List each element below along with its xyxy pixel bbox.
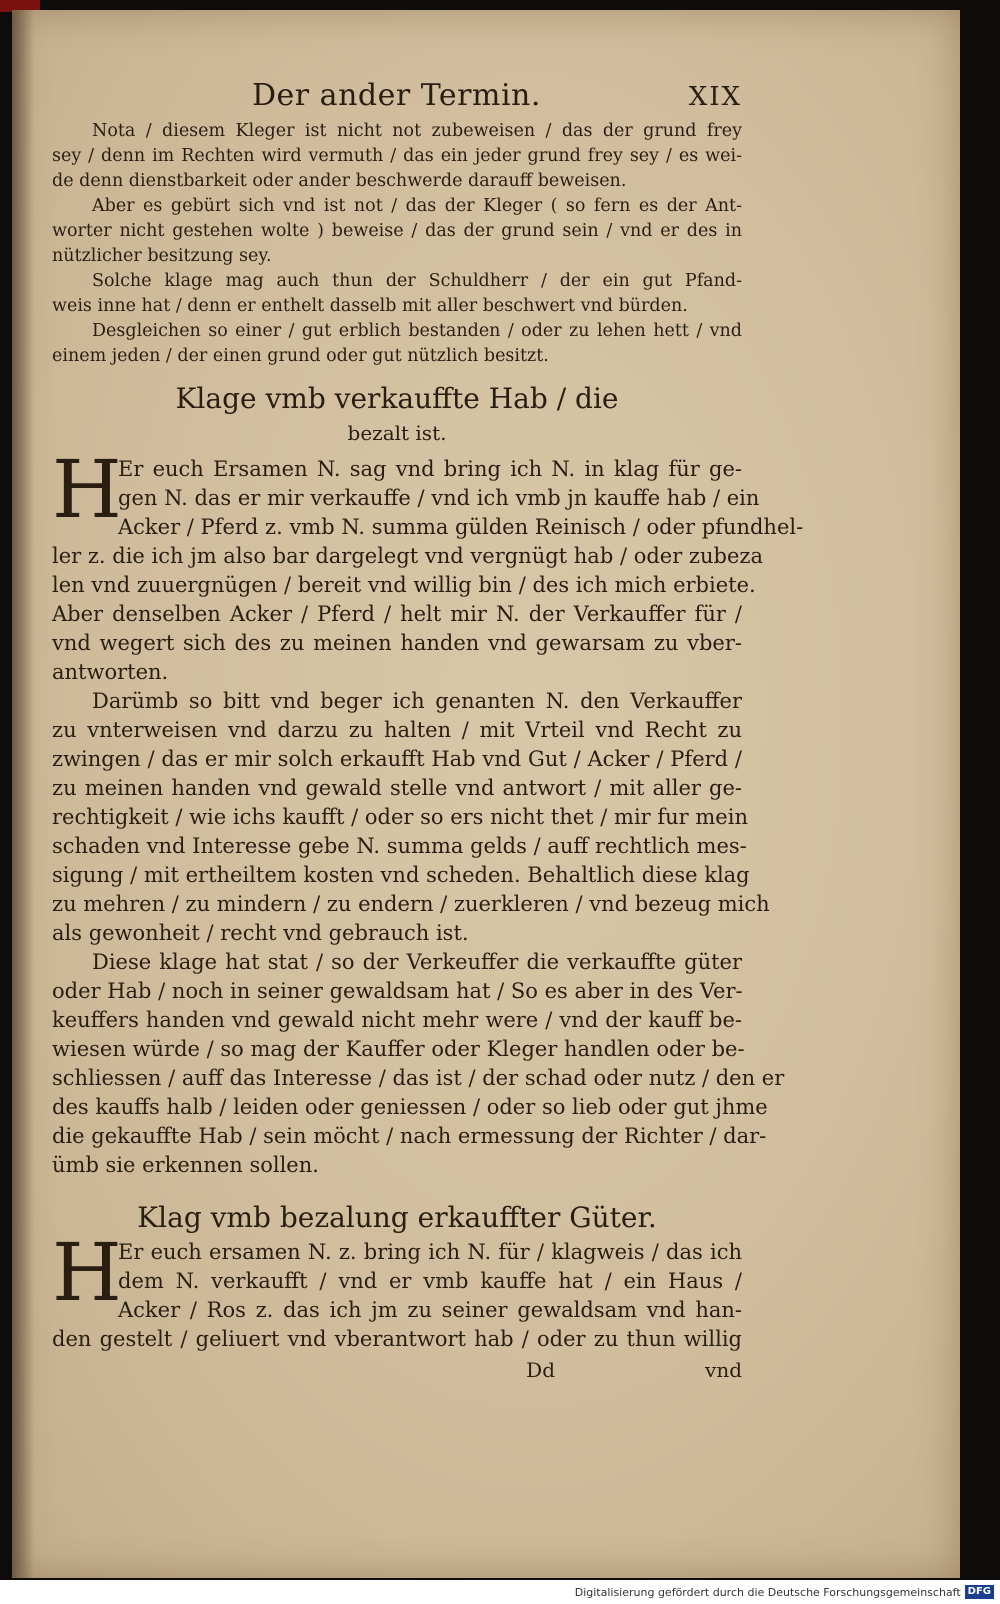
text-line: gen N. das er mir verkauffe / vnd ich vmb jn kauffe hab / ein bbox=[118, 486, 760, 510]
spacer bbox=[52, 1180, 742, 1188]
section-2-body bbox=[52, 1226, 742, 1354]
text-line: schliessen / auff das Interesse / das ist / der schad oder nutz / den er bbox=[52, 1066, 785, 1090]
section-heading-2: Klag vmb bezalung erkauffter Güter. bbox=[137, 1201, 657, 1234]
page-gutter-shadow bbox=[12, 10, 34, 1578]
section-subheading-1: bezalt ist. bbox=[347, 421, 447, 445]
text-line: Er euch ersamen N. z. bring ich N. für / klagweis / das ich bbox=[118, 1240, 742, 1264]
paragraph-diese bbox=[52, 948, 785, 1180]
signature-mark: Dd bbox=[526, 1358, 556, 1382]
text-line: de denn dienstbarkeit oder ander beschwerde darauff beweisen. bbox=[52, 171, 627, 191]
section-heading-1: Klage vmb verkauffte Hab / die bbox=[175, 382, 619, 415]
drop-capital: H bbox=[52, 443, 122, 536]
footer-credit: Digitalisierung gefördert durch die Deutsche Forschungsgemeinschaft bbox=[574, 1585, 961, 1599]
text-line: Acker / Pferd z. vmb N. summa gülden Reinisch / oder pfundhel- bbox=[118, 515, 804, 539]
text-line: die gekauffte Hab / sein möcht / nach ermessung der Richter / dar- bbox=[52, 1124, 767, 1148]
text-line: zu vnterweisen vnd darzu zu halten / mit Vrteil vnd Recht zu bbox=[52, 718, 742, 742]
text-line: zwingen / das er mir solch erkaufft Hab vnd Gut / Acker / Pferd / bbox=[52, 747, 742, 771]
text-line: antworten. bbox=[52, 660, 169, 684]
text-line: Nota / diesem Kleger ist nicht not zubeweisen / das der grund frey bbox=[92, 121, 742, 141]
paragraph-klag-bezalung bbox=[52, 1226, 742, 1354]
section-1-body bbox=[52, 443, 804, 1180]
text-line: oder Hab / noch in seiner gewaldsam hat / So es aber in des Ver- bbox=[52, 979, 743, 1003]
text-line: sigung / mit ertheiltem kosten vnd scheden. Behaltlich diese klag bbox=[52, 863, 750, 887]
text-line: schaden vnd Interesse gebe N. summa gelds / auff rechtlich mes- bbox=[52, 834, 747, 858]
text-line: zu meinen handen vnd gewald stelle vnd antwort / mit aller ge- bbox=[52, 776, 742, 800]
text-line: vnd wegert sich des zu meinen handen vnd gewarsam zu vber- bbox=[52, 631, 742, 655]
text-line: Darümb so bitt vnd beger ich genanten N. den Verkauffer bbox=[92, 689, 742, 713]
digitization-footer bbox=[0, 1580, 1000, 1604]
text-line: nützlicher besitzung sey. bbox=[52, 246, 272, 266]
text-line: Er euch Ersamen N. sag vnd bring ich N. in klag für ge- bbox=[118, 457, 742, 481]
text-line: Diese klage hat stat / so der Verkeuffer die verkauffte güter bbox=[92, 950, 742, 974]
text-line: des kauffs halb / leiden oder geniessen / oder so lieb oder gut jhme bbox=[52, 1095, 768, 1119]
text-line: den gestelt / geliuert vnd vberantwort hab / oder zu thun willig bbox=[52, 1327, 742, 1351]
paragraph-solche bbox=[52, 269, 742, 319]
running-head: Der ander Termin. bbox=[252, 78, 541, 113]
text-line: Aber denselben Acker / Pferd / helt mir N. der Verkauffer für / bbox=[52, 602, 742, 626]
text-line: sey / denn im Rechten wird vermuth / das ein jeder grund frey sey / es wei- bbox=[52, 146, 742, 166]
text-line: Acker / Ros z. das ich jm zu seiner gewaldsam vnd han- bbox=[118, 1298, 742, 1322]
text-line: Aber es gebürt sich vnd ist not / das der Kleger ( so fern es der Ant- bbox=[92, 196, 742, 216]
text-line: wiesen würde / so mag der Kauffer oder Kleger handlen oder be- bbox=[52, 1037, 745, 1061]
text-line: ler z. die ich jm also bar dargelegt vnd vergnügt hab / oder zubeza bbox=[52, 544, 763, 568]
paragraph-nota bbox=[52, 119, 742, 194]
text-line: worter nicht gestehen wolte ) beweise / das der grund sein / vnd er des in bbox=[52, 221, 742, 241]
text-line: keuffers handen vnd gewald nicht mehr were / vnd der kauff be- bbox=[52, 1008, 742, 1032]
text-line: ümb sie erkennen sollen. bbox=[52, 1153, 319, 1177]
drop-capital: H bbox=[52, 1226, 122, 1319]
text-line: einem jeden / der einen grund oder gut nützlich besitzt. bbox=[52, 346, 549, 366]
paragraph-darumb bbox=[52, 687, 770, 948]
page-header bbox=[252, 78, 742, 113]
text-line: als gewonheit / recht vnd gebrauch ist. bbox=[52, 921, 469, 945]
text-line: len vnd zuuergnügen / bereit vnd willig bin / des ich mich erbiete. bbox=[52, 573, 756, 597]
text-line: rechtigkeit / wie ichs kaufft / oder so ers nicht thet / mir fur mein bbox=[52, 805, 748, 829]
catchword: vnd bbox=[705, 1358, 742, 1382]
dfg-logo: DFG bbox=[965, 1585, 994, 1599]
page-foot-line bbox=[52, 1358, 742, 1382]
text-line: zu mehren / zu mindern / zu endern / zuerkleren / vnd bezeug mich bbox=[52, 892, 770, 916]
folio-number: XIX bbox=[688, 82, 742, 112]
text-line: Solche klage mag auch thun der Schuldherr / der ein gut Pfand- bbox=[92, 271, 742, 291]
paragraph-aber bbox=[52, 194, 742, 269]
paragraph-desgleichen bbox=[52, 319, 742, 369]
text-line: Desgleichen so einer / gut erblich bestanden / oder zu lehen hett / vnd bbox=[92, 321, 742, 341]
text-line: weis inne hat / denn er enthelt dasselb mit aller beschwert vnd bürden. bbox=[52, 296, 688, 316]
paragraph-klage bbox=[52, 443, 804, 687]
text-line: dem N. verkaufft / vnd er vmb kauffe hat / ein Haus / bbox=[118, 1269, 742, 1293]
page-text bbox=[52, 78, 804, 1382]
